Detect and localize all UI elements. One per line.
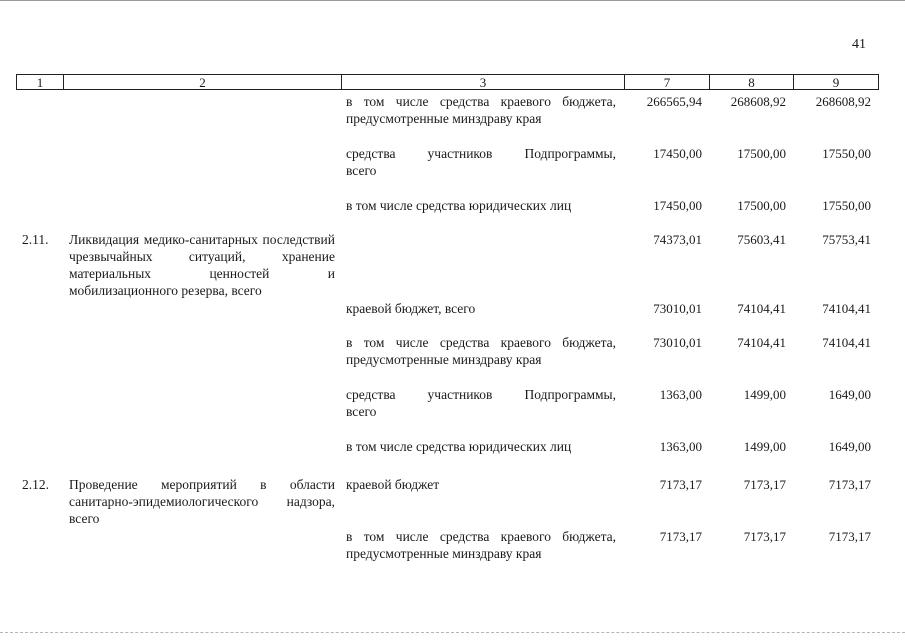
row-funding-source [346,334,616,368]
value-col-9: 17550,00 [822,146,871,161]
value-col-8: 75603,41 [737,232,786,247]
source-line: предусмотренные минздраву края [346,352,542,367]
row-funding-source [346,93,616,127]
value-col-9: 7173,17 [828,529,871,544]
value-col-8: 74104,41 [737,301,786,316]
row-funding-source [346,528,616,562]
value-col-8: 1499,00 [743,439,786,454]
value-col-9: 268608,92 [815,94,871,109]
value-col-7: 73010,01 [653,335,702,350]
header-col-1: 1 [17,75,64,89]
page-bottom-edge [0,632,905,633]
source-line: в том числе средства краевого бюджета, [346,94,616,109]
row-funding-source [346,145,616,179]
header-col-8: 8 [710,75,794,89]
value-col-8: 17500,00 [737,146,786,161]
source-line: краевой бюджет [346,477,440,492]
value-col-7: 266565,94 [646,94,702,109]
source-line: всего [346,404,377,419]
value-col-7: 17450,00 [653,146,702,161]
value-col-8: 7173,17 [743,477,786,492]
value-col-7: 7173,17 [659,529,702,544]
row-funding-source [346,197,616,214]
source-line: средства участников Подпрограммы, [346,387,616,402]
value-col-8: 268608,92 [730,94,786,109]
header-col-7: 7 [625,75,710,89]
source-line: в том числе средства юридических лиц [346,198,572,213]
value-col-8: 1499,00 [743,387,786,402]
value-col-9: 74104,41 [822,335,871,350]
source-line: в том числе средства краевого бюджета, [346,529,616,544]
value-col-9: 17550,00 [822,198,871,213]
row-funding-source [346,476,616,493]
header-col-9: 9 [832,75,840,90]
row-funding-source [346,386,616,420]
value-col-8: 74104,41 [737,335,786,350]
value-col-8: 7173,17 [743,529,786,544]
source-line: краевой бюджет, всего [346,301,476,316]
value-col-9: 7173,17 [828,477,871,492]
row-description: Проведение мероприятий в области санитарно-эпидемиологического надзора, всего [69,477,335,526]
header-col-2: 2 [64,75,342,89]
value-col-7: 7173,17 [659,477,702,492]
value-col-9: 75753,41 [822,232,871,247]
page-top-edge [0,0,905,1]
table-header [16,74,879,90]
page-number: 41 [852,37,866,52]
value-col-7: 73010,01 [653,301,702,316]
source-line: всего [346,163,377,178]
row-number: 2.11. [22,232,49,247]
value-col-7: 1363,00 [659,439,702,454]
row-number: 2.12. [22,477,49,492]
header-col-3: 3 [342,75,625,89]
value-col-8: 17500,00 [737,198,786,213]
value-col-9: 1649,00 [828,439,871,454]
row-funding-source [346,300,616,317]
source-line: предусмотренные минздраву края [346,546,542,561]
row-funding-source [346,438,616,455]
source-line: средства участников Подпрограммы, [346,146,616,161]
value-col-7: 17450,00 [653,198,702,213]
value-col-7: 1363,00 [659,387,702,402]
row-description: Ликвидация медико-санитарных последствий чрезвычайных ситуаций, хранение материальных ценностей и мобилизационного резерва, всего [69,232,335,298]
source-line: в том числе средства краевого бюджета, [346,335,616,350]
value-col-9: 1649,00 [828,387,871,402]
value-col-7: 74373,01 [653,232,702,247]
value-col-9: 74104,41 [822,301,871,316]
source-line: в том числе средства юридических лиц [346,439,572,454]
source-line: предусмотренные минздраву края [346,111,542,126]
